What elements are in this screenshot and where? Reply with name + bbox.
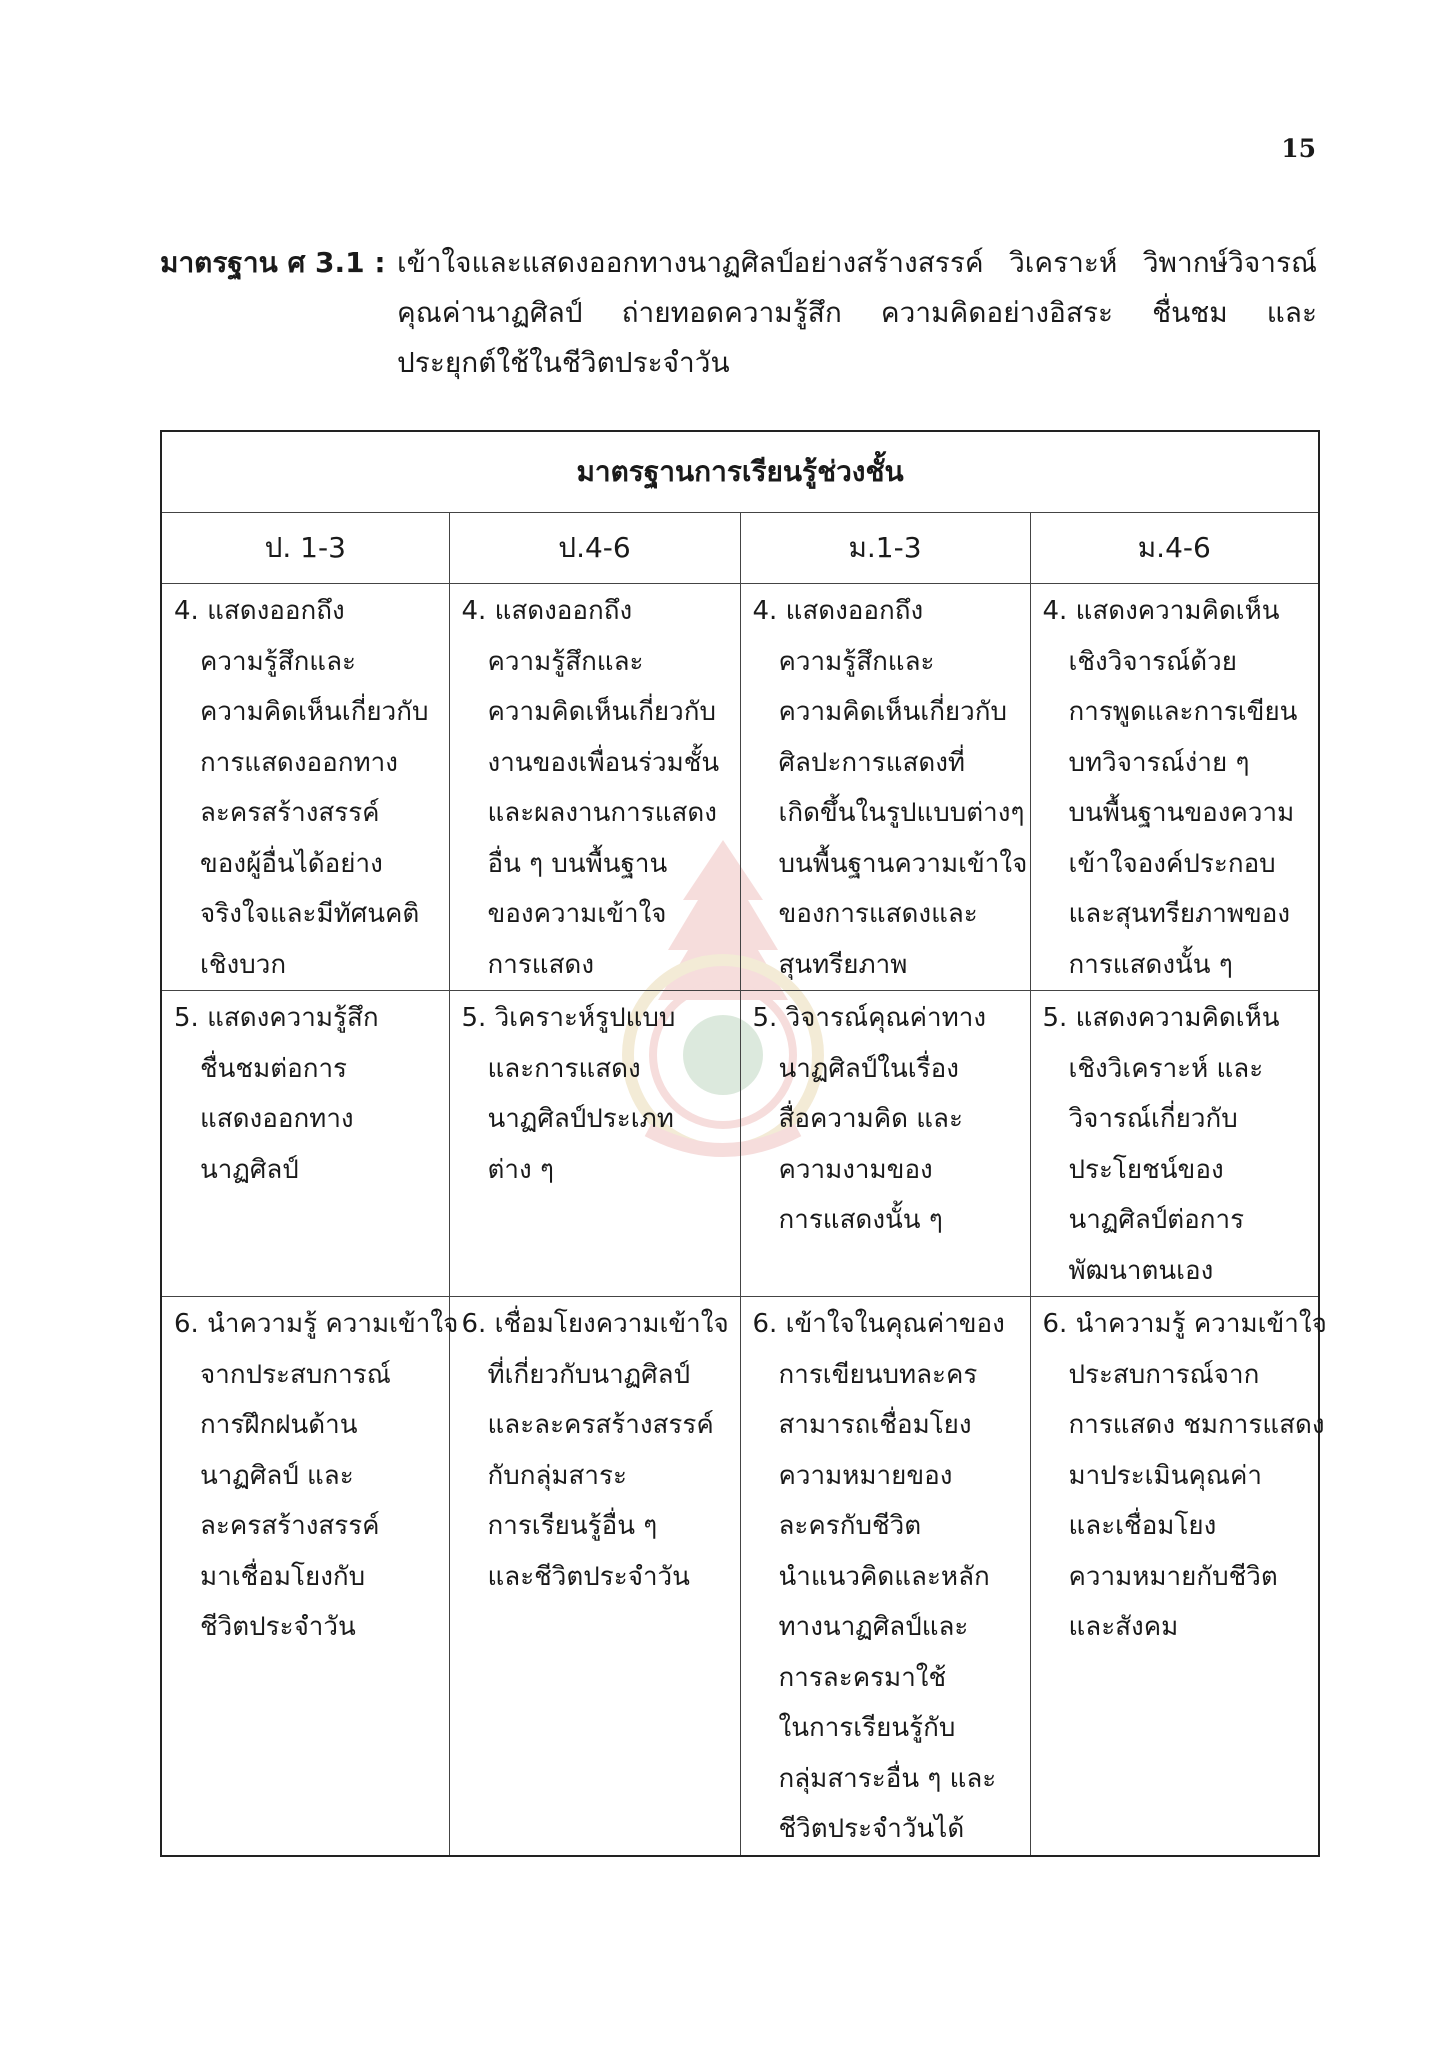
standard-line: ประยุกต์ใช้ในชีวิตประจำวัน <box>397 346 730 379</box>
cell-line: ความคิดเห็นเกี่ยวกับ <box>778 697 1008 727</box>
table-cell <box>161 991 449 1297</box>
cell-line: 6. เชื่อมโยงความเข้าใจ <box>461 1309 729 1339</box>
cell-line: และละครสร้างสรรค์ <box>487 1410 714 1440</box>
table-cell <box>740 584 1030 991</box>
cell-line: เชิงวิจารณ์ด้วย <box>1068 646 1237 677</box>
table-cell <box>161 584 449 991</box>
cell-line: ศิลปะการแสดงที่ <box>778 747 966 778</box>
table-cell <box>1030 584 1319 991</box>
cell-line: 6. เข้าใจในคุณค่าของ <box>752 1309 1005 1339</box>
cell-line: จากประสบการณ์ <box>200 1359 391 1390</box>
cell-line: 5. แสดงความรู้สึก <box>174 1003 379 1033</box>
cell-line: ความรู้สึกและ <box>487 646 644 677</box>
cell-text <box>752 584 1028 990</box>
cell-line: ชีวิตประจำวันได้ <box>778 1814 965 1844</box>
cell-line: มาประเมินคุณค่า <box>1068 1460 1262 1491</box>
cell-line: ประโยชน์ของ <box>1068 1154 1224 1185</box>
standard-line: คุณค่านาฏศิลป์ ถ่ายทอดความรู้สึก ความคิดอย่างอิสระ ชื่นชม และ <box>397 296 1317 329</box>
table-row <box>161 1297 1319 1856</box>
table-cell <box>449 584 740 991</box>
cell-line: และผลงานการแสดง <box>487 798 717 828</box>
cell-line: 4. แสดงออกถึง <box>461 596 633 626</box>
cell-line: ความรู้สึกและ <box>778 646 935 677</box>
cell-line: การพูดและการเขียน <box>1068 697 1298 727</box>
table-title: มาตรฐานการเรียนรู้ช่วงชั้น <box>161 431 1319 513</box>
cell-line: 5. แสดงความคิดเห็น <box>1042 1003 1280 1033</box>
table-cell <box>1030 991 1319 1297</box>
cell-text <box>1043 991 1313 1296</box>
cell-line: การเรียนรู้อื่น ๆ <box>487 1511 658 1541</box>
cell-line: นาฏศิลป์ <box>200 1154 299 1185</box>
cell-line: พัฒนาตนเอง <box>1068 1255 1214 1286</box>
standard-text <box>397 238 1317 388</box>
table-cell <box>1030 1297 1327 1856</box>
cell-line: นาฏศิลป์ต่อการ <box>1068 1205 1245 1235</box>
table-cell <box>740 991 1030 1297</box>
learning-standards-table <box>160 430 1327 1857</box>
cell-line: ความหมายของ <box>778 1460 953 1491</box>
cell-line: และสุนทรียภาพของ <box>1068 899 1291 929</box>
cell-line: กับกลุ่มสาระ <box>487 1460 627 1491</box>
cell-text <box>174 991 443 1195</box>
cell-line: เชิงบวก <box>200 949 287 980</box>
standard-label: มาตรฐาน ศ 3.1 : <box>160 246 386 279</box>
cell-line: การฝึกฝนด้าน <box>200 1410 358 1440</box>
standard-line: เข้าใจและแสดงออกทางนาฏศิลป์อย่างสร้างสรรค์ วิเคราะห์ วิพากษ์วิจารณ์ <box>397 246 1317 279</box>
cell-line: 4. แสดงออกถึง <box>174 596 345 626</box>
cell-line: แสดงออกทาง <box>200 1104 354 1134</box>
cell-line: การแสดงนั้น ๆ <box>778 1205 943 1235</box>
table-cell <box>449 991 740 1297</box>
cell-line: ที่เกี่ยวกับนาฏศิลป์ <box>487 1359 691 1390</box>
cell-line: ชื่นชมต่อการ <box>200 1053 348 1084</box>
cell-line: วิจารณ์เกี่ยวกับ <box>1068 1104 1238 1134</box>
cell-line: บนพื้นฐานความเข้าใจ <box>778 848 1028 879</box>
cell-line: งานของเพื่อนร่วมชั้น <box>487 747 720 778</box>
cell-line: 6. นำความรู้ ความเข้าใจ <box>174 1309 459 1339</box>
cell-line: ละครสร้างสรรค์ <box>200 1511 380 1541</box>
cell-line: กลุ่มสาระอื่น ๆ และ <box>778 1763 997 1794</box>
cell-line: จริงใจและมีทัศนคติ <box>200 899 420 929</box>
cell-line: การละครมาใช้ <box>778 1662 947 1693</box>
cell-line: นาฏศิลป์ประเภท <box>487 1104 674 1134</box>
cell-text <box>174 1297 459 1653</box>
cell-line: ความรู้สึกและ <box>200 646 356 677</box>
cell-line: อื่น ๆ บนพื้นฐาน <box>487 848 668 879</box>
table-cell <box>161 1297 459 1856</box>
page-number: 15 <box>1281 134 1316 163</box>
cell-line: การแสดง <box>487 949 595 980</box>
cell-line: มาเชื่อมโยงกับ <box>200 1561 366 1592</box>
cell-line: และการแสดง <box>487 1053 641 1084</box>
cell-line: ของความเข้าใจ <box>487 899 667 929</box>
cell-text <box>1043 584 1313 990</box>
cell-text <box>462 1297 734 1602</box>
cell-line: สามารถเชื่อมโยง <box>778 1410 972 1440</box>
cell-line: นาฏศิลป์ในเรื่อง <box>778 1053 959 1084</box>
cell-text <box>753 991 1024 1246</box>
cell-line: ทางนาฏศิลป์และ <box>778 1612 969 1642</box>
column-header: ป. 1-3 <box>161 513 449 584</box>
cell-line: 4. แสดงความคิดเห็น <box>1042 596 1280 626</box>
cell-line: ของผู้อื่นได้อย่าง <box>200 848 383 879</box>
table-cell <box>740 1297 1030 1856</box>
column-header: ม.1-3 <box>740 513 1030 584</box>
cell-text <box>462 584 734 990</box>
table-cell <box>449 1297 740 1856</box>
cell-line: การแสดงนั้น ๆ <box>1068 949 1233 980</box>
table-row <box>161 991 1319 1297</box>
cell-line: ประสบการณ์จาก <box>1068 1359 1260 1390</box>
cell-line: ความงามของ <box>778 1154 933 1185</box>
cell-line: 6. นำความรู้ ความเข้าใจ <box>1042 1309 1327 1339</box>
cell-line: เข้าใจองค์ประกอบ <box>1068 848 1276 879</box>
cell-line: สื่อความคิด และ <box>778 1104 963 1134</box>
cell-line: ความหมายกับชีวิต <box>1068 1561 1278 1592</box>
cell-line: ในการเรียนรู้กับ <box>778 1713 956 1743</box>
cell-line: 5. วิจารณ์คุณค่าทาง <box>752 1003 987 1033</box>
cell-line: ความคิดเห็นเกี่ยวกับ <box>487 697 717 727</box>
cell-line: และชีวิตประจำวัน <box>487 1561 690 1592</box>
cell-line: การแสดงออกทาง <box>200 747 398 778</box>
cell-line: เกิดขึ้นในรูปแบบต่างๆ <box>778 798 1025 828</box>
cell-line: ละครกับชีวิต <box>778 1511 922 1541</box>
cell-line: ละครสร้างสรรค์ <box>200 798 380 828</box>
column-header: ม.4-6 <box>1030 513 1319 584</box>
cell-line: บทวิจารณ์ง่าย ๆ <box>1068 747 1250 778</box>
cell-text <box>174 584 443 990</box>
cell-line: นำแนวคิดและหลัก <box>778 1561 990 1592</box>
cell-line: นาฏศิลป์ และ <box>200 1460 354 1491</box>
cell-line: การเขียนบทละคร <box>778 1359 978 1390</box>
cell-line: ชีวิตประจำวัน <box>200 1612 356 1642</box>
cell-line: บนพื้นฐานของความ <box>1068 798 1295 828</box>
cell-line: ความคิดเห็นเกี่ยวกับ <box>200 697 429 727</box>
cell-line: 5. วิเคราะห์รูปแบบ <box>461 1003 676 1033</box>
cell-text <box>753 1297 1024 1855</box>
cell-line: และสังคม <box>1068 1612 1179 1642</box>
table-row <box>161 584 1319 991</box>
cell-line: เชิงวิเคราะห์ และ <box>1068 1053 1264 1084</box>
cell-text <box>462 991 734 1195</box>
cell-line: ต่าง ๆ <box>487 1154 554 1185</box>
cell-line: 4. แสดงออกถึง <box>752 596 924 626</box>
cell-line: สุนทรียภาพ <box>778 949 908 980</box>
cell-line: และเชื่อมโยง <box>1068 1511 1217 1541</box>
cell-line: การแสดง ชมการแสดง <box>1068 1410 1325 1440</box>
column-header: ป.4-6 <box>449 513 740 584</box>
cell-text <box>1042 1297 1327 1653</box>
cell-line: ของการแสดงและ <box>778 899 978 929</box>
